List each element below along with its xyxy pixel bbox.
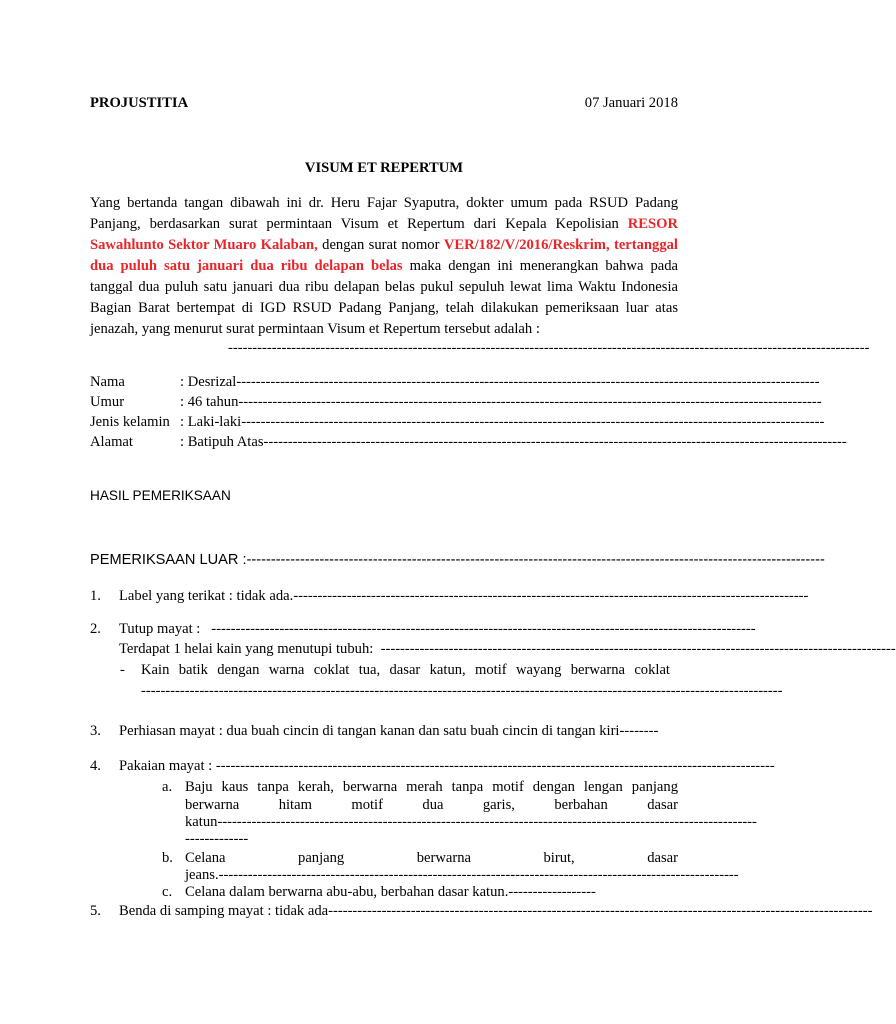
item-4b-line2: jeans.----------------------------------------------------------------------------------------------------------- xyxy=(185,867,739,883)
header-projustitia: PROJUSTITIA xyxy=(90,95,189,111)
item-4b-line1: Celana panjang berwarna birut, dasar xyxy=(185,850,678,866)
item-4c-line1: Celana dalam berwarna abu-abu, berbahan dasar katun.------------------ xyxy=(185,884,596,900)
item-3: Perhiasan mayat : dua buah cincin di tangan kanan dan satu buah cincin di tangan kiri-------- xyxy=(119,723,659,739)
item-2-bullet: - xyxy=(120,662,125,678)
item-2-sub: Terdapat 1 helai kain yang menutupi tubuh: ---------------------------------------------------------------------------------------------------------- xyxy=(119,641,896,657)
item-2-dash: ------------------------------------------------------------------------------------------------------------------------------------ xyxy=(141,683,783,699)
item-4a-dash: ------------- xyxy=(185,831,249,847)
hasil-heading: HASIL PEMERIKSAAN xyxy=(90,488,231,503)
intro-paragraph: Yang bertanda tangan dibawah ini dr. Heru Fajar Syaputra, dokter umum pada RSUD Padang Panjang, berdasarkan surat permintaan Visum et Repertum dari Kepala Kepolisian RESOR Sawahlunto Sektor Muaro Kalaban, dengan surat nomor VER/182/V/2016/Reskrim, tertanggal dua puluh satu januari dua ribu delapan belas maka dengan ini menerangkan bahwa pada tanggal dua puluh satu januari dua ribu delapan belas pukul sepuluh lewat lima Waktu Indonesia Bagian Barat bertempat di IGD RSUD Padang Panjang, telah dilakukan pemeriksaan luar atas jenazah, yang menurut surat permintaan Visum et Repertum tersebut adalah : xyxy=(90,195,678,337)
document-title: VISUM ET REPERTUM xyxy=(304,160,464,176)
item-4a-label: a. xyxy=(162,779,173,795)
luar-heading: PEMERIKSAAN LUAR :----------------------------------------------------------------------------------------------------------------------- xyxy=(90,552,825,568)
item-number-4: 4. xyxy=(90,758,101,774)
item-2: Tutup mayat : ---------------------------------------------------------------------------------------------------------------- xyxy=(119,621,756,637)
item-4: Pakaian mayat : ------------------------------------------------------------------------------------------------------------------- xyxy=(119,758,775,774)
item-4c-label: c. xyxy=(162,884,173,900)
item-number-3: 3. xyxy=(90,723,101,739)
red-letter-number: VER/182/V/2016/Reskrim, tertanggal dua puluh satu januari dua ribu delapan belas xyxy=(90,237,678,274)
item-number-5: 5. xyxy=(90,903,101,919)
identity-row-sex: Jenis kelamin : Laki-laki------------------------------------------------------------------------------------------------------------------------ xyxy=(90,414,825,430)
item-2-bullet-text: Kain batik dengan warna coklat tua, dasar katun, motif wayang berwarna coklat xyxy=(141,662,670,678)
item-4a-line2: berwarna hitam motif dua garis, berbahan dasar xyxy=(185,797,678,813)
item-number-2: 2. xyxy=(90,621,101,637)
item-5: Benda di samping mayat : tidak ada---------------------------------------------------------------------------------------------------------------- xyxy=(119,903,873,919)
item-4a-line3: katun--------------------------------------------------------------------------------------------------------------- xyxy=(185,814,757,830)
identity-row-name: Nama : Desrizal------------------------------------------------------------------------------------------------------------------------ xyxy=(90,374,820,390)
identity-row-address: Alamat : Batipuh Atas------------------------------------------------------------------------------------------------------------------------ xyxy=(90,434,847,450)
dash-filler: ------------------------------------------------------------------------------------------------------------------------------------ xyxy=(228,340,870,356)
item-4b-label: b. xyxy=(162,850,173,866)
item-number-1: 1. xyxy=(90,588,101,604)
header-date: 07 Januari 2018 xyxy=(584,95,678,111)
red-police-resor: RESOR Sawahlunto Sektor Muaro Kalaban, xyxy=(90,216,678,253)
identity-row-age: Umur : 46 tahun------------------------------------------------------------------------------------------------------------------------ xyxy=(90,394,822,410)
item-4a-line1: Baju kaus tanpa kerah, berwarna merah tanpa motif dengan lengan panjang xyxy=(185,779,678,795)
item-1: Label yang terikat : tidak ada.---------------------------------------------------------------------------------------------------------- xyxy=(119,588,809,604)
